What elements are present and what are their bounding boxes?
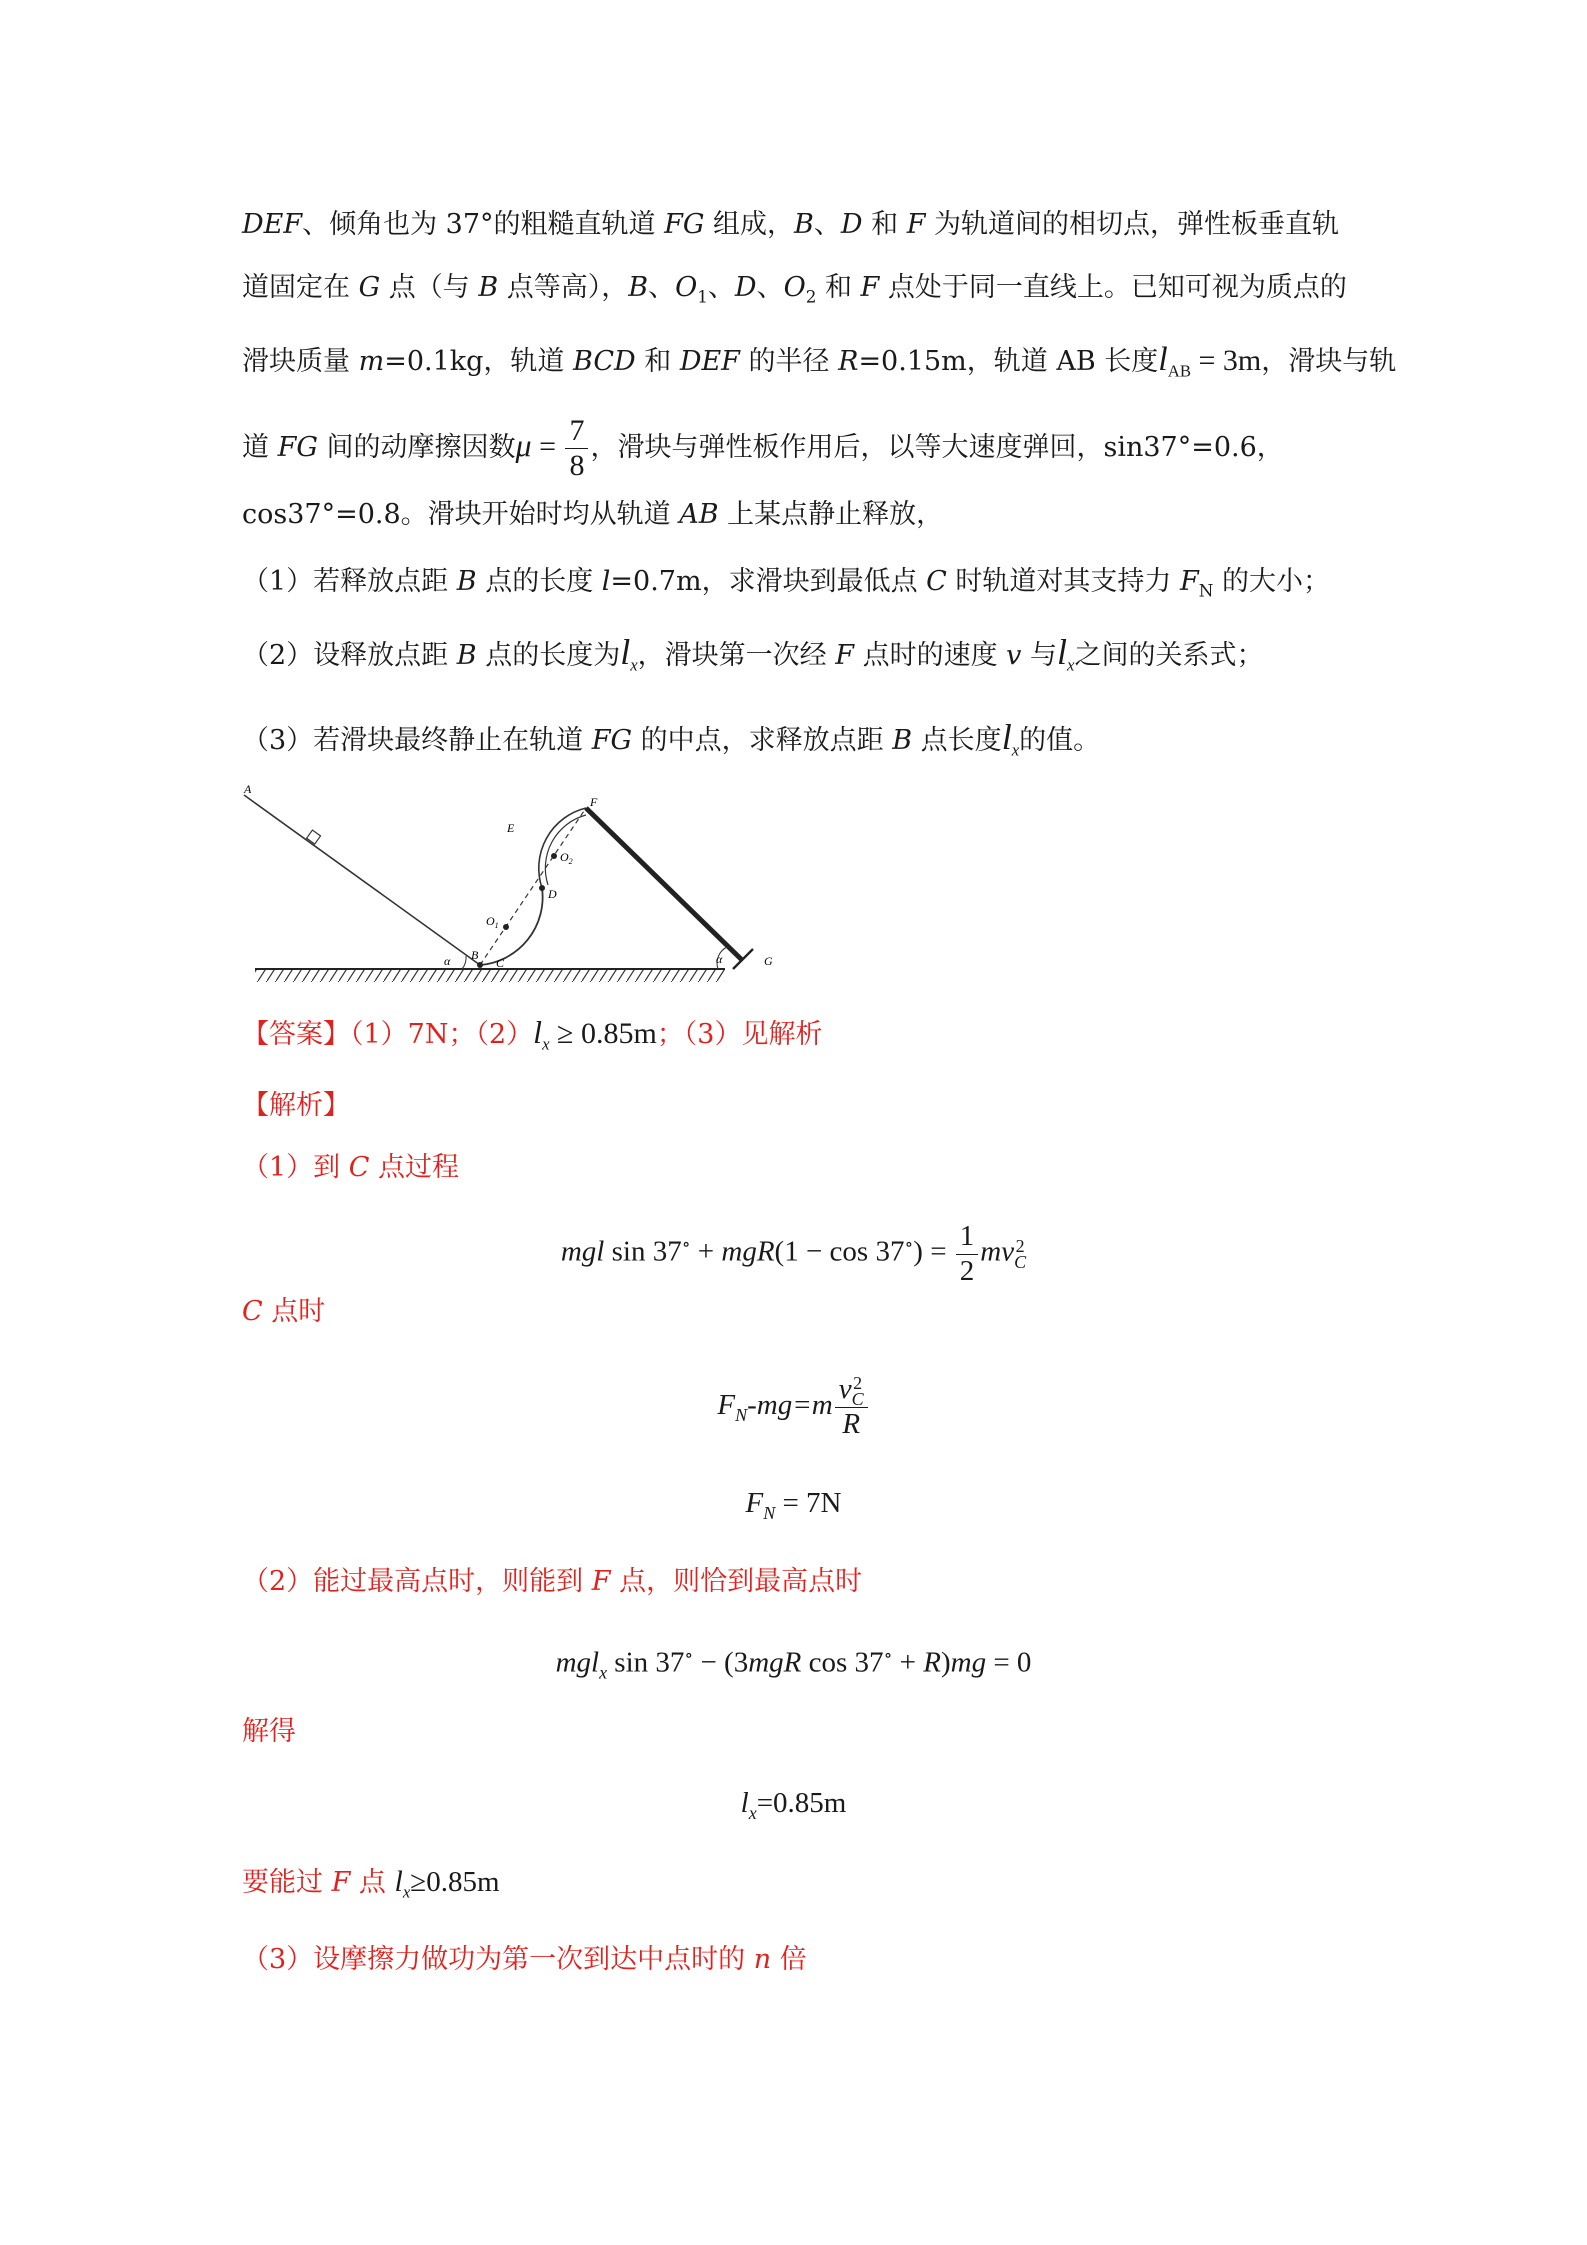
track-fg: [586, 808, 742, 960]
equation-4: [0, 1630, 1587, 1683]
text: F: [717, 1389, 736, 1421]
text: mv: [980, 1235, 1015, 1268]
text: = 3m: [1191, 344, 1262, 377]
text: 的值。: [1019, 725, 1101, 756]
text: 和: [862, 209, 907, 240]
incline-ab: [244, 795, 480, 965]
text: DEF: [242, 209, 303, 240]
text: ；（3）见解析: [656, 1019, 823, 1050]
text: （1）到: [242, 1152, 349, 1183]
text: mg: [950, 1646, 987, 1679]
text: F: [745, 1487, 764, 1519]
text: R: [838, 346, 859, 377]
fraction-half: [956, 1220, 979, 1288]
text: R: [923, 1646, 941, 1679]
text: ，滑块与轨: [1261, 346, 1397, 377]
answer-line: [242, 1012, 823, 1064]
text: x: [599, 1662, 608, 1683]
text: ): [940, 1646, 951, 1679]
text: x: [1011, 740, 1020, 760]
question-3: [242, 717, 1100, 770]
text: F: [906, 209, 926, 240]
analysis-step-2: [242, 1562, 862, 1602]
text: C: [242, 1296, 263, 1327]
text: x: [402, 1882, 411, 1902]
text: 2: [853, 1373, 863, 1394]
text: AB: [679, 499, 719, 530]
text: 点时的速度: [853, 640, 1007, 671]
text: 点长度: [912, 725, 1002, 756]
text: 滑块质量: [242, 346, 359, 377]
equation-1: [0, 1204, 1587, 1287]
label-o1: [486, 914, 499, 930]
text: AB: [1167, 361, 1191, 381]
label-alpha-b: α: [444, 954, 451, 968]
text: 、倾角也为 37°的粗糙直轨道: [302, 209, 665, 240]
point-o1-dot: [503, 924, 509, 930]
text: F: [331, 1867, 351, 1898]
label-o1-sub: 1: [494, 921, 499, 930]
ground-hatch: [255, 970, 725, 982]
text: 点时: [262, 1296, 326, 1327]
text: 8: [569, 449, 585, 482]
text: 点的长度: [476, 566, 602, 597]
text: +: [892, 1646, 924, 1679]
text: =0.7m，求滑块到最低点: [610, 566, 927, 597]
label-d: D: [548, 887, 557, 901]
text: v: [838, 1372, 852, 1405]
label-o2-sub: 2: [568, 857, 573, 866]
text: mgl: [555, 1646, 600, 1679]
text: 与: [1021, 640, 1058, 671]
text: 7: [565, 414, 588, 450]
text: ∘: [904, 1234, 914, 1254]
text: x: [542, 1034, 550, 1054]
label-b: B: [471, 948, 479, 962]
text: x: [1067, 655, 1075, 675]
script-stack: [1014, 1235, 1027, 1272]
text: l: [1001, 717, 1012, 757]
text: m: [358, 346, 385, 377]
text: = 0: [986, 1646, 1032, 1679]
text: B: [456, 566, 477, 597]
text: l: [620, 632, 631, 672]
text: C: [348, 1152, 370, 1183]
analysis-step-3: [242, 1940, 807, 1980]
text: 点: [350, 1867, 395, 1898]
analysis-solve: 解得: [242, 1716, 296, 1747]
analysis-condition: [242, 1862, 500, 1912]
text: ，滑块与弹性板作用后，以等大速度弹回，sin37°=0.6，: [590, 432, 1284, 463]
text: μ: [515, 427, 532, 463]
equation-2: [0, 1360, 1587, 1450]
text: l: [740, 1787, 749, 1819]
text: 、: [756, 272, 784, 303]
text: 、: [648, 272, 676, 303]
text: （2）能过最高点时，则能到: [242, 1566, 592, 1597]
text: 点的长度为: [476, 640, 621, 671]
text: =: [531, 430, 564, 463]
text: N: [763, 1502, 776, 1523]
track-diagram: [240, 785, 800, 995]
text: 、: [813, 209, 841, 240]
text: 点（与: [380, 272, 479, 303]
text: O: [783, 272, 806, 303]
text: =0.15m，轨道 AB 长度: [858, 346, 1159, 377]
text: 点过程: [369, 1152, 460, 1183]
text: ∘: [684, 1645, 694, 1665]
text: =0.85m: [756, 1787, 847, 1819]
text: （3）设摩擦力做功为第一次到达中点时的: [242, 1944, 754, 1975]
text: 和: [816, 272, 861, 303]
text: x: [630, 655, 638, 675]
text: R: [842, 1408, 861, 1441]
text: B: [794, 209, 814, 240]
text: F: [860, 272, 880, 303]
text: ≥ 0.85m: [549, 1017, 657, 1050]
text: （1）若释放点距: [242, 566, 457, 597]
text: ，滑块第一次经: [637, 640, 836, 671]
text: 组成，: [704, 209, 795, 240]
label-alpha-g: α: [716, 952, 723, 966]
text: l: [1158, 341, 1168, 378]
script-stack: [851, 1373, 864, 1410]
text: 的半径: [739, 346, 839, 377]
text: 1: [697, 286, 708, 307]
text: v: [1006, 640, 1022, 671]
label-o1-main: O: [486, 914, 495, 928]
tangent-line: [480, 808, 586, 965]
text: l: [601, 566, 611, 597]
text: +: [690, 1235, 722, 1268]
text: 倍: [771, 1944, 807, 1975]
text: O: [675, 272, 698, 303]
point-d-dot: [539, 885, 545, 891]
text: l: [394, 1865, 403, 1898]
text: cos37°=0.8。滑块开始时均从轨道: [242, 499, 680, 530]
text: C: [1014, 1252, 1027, 1272]
text: x: [748, 1802, 757, 1823]
fraction-7-8: [565, 414, 588, 484]
text: 的中点，求释放点距: [632, 725, 893, 756]
label-a: A: [244, 785, 252, 796]
fraction-numerator: [835, 1373, 868, 1409]
equation-3: [0, 1478, 1587, 1528]
text: (1 − cos 37: [774, 1235, 905, 1268]
text: 之间的关系式；: [1074, 640, 1264, 671]
text: -mg=m: [747, 1389, 833, 1421]
text: G: [358, 272, 381, 303]
text: ≥0.85m: [410, 1866, 500, 1898]
text: D: [840, 209, 863, 240]
text: N: [735, 1404, 748, 1425]
analysis-step-1: [242, 1148, 459, 1188]
text: F: [591, 1566, 611, 1597]
label-g: G: [764, 954, 773, 968]
text: sin 37: [604, 1235, 682, 1268]
text: 道: [242, 432, 278, 463]
label-f: F: [590, 795, 598, 809]
label-c: C: [496, 956, 505, 970]
label-o2-main: O: [560, 850, 569, 864]
text: cos 37: [801, 1646, 884, 1679]
text: FG: [591, 725, 633, 756]
text: （2）设释放点距: [242, 640, 457, 671]
text: 间的动摩擦因数: [317, 432, 516, 463]
text: 点等高），: [498, 272, 629, 303]
answer-tag: 【答案】: [242, 1019, 350, 1050]
text: 为轨道间的相切点，弹性板垂直轨: [925, 209, 1340, 240]
problem-line-5: [242, 495, 943, 535]
text: 点，则恰到最高点时: [610, 1566, 863, 1597]
text: FG: [277, 432, 318, 463]
text: B: [892, 725, 913, 756]
question-2: [242, 632, 1263, 685]
problem-line-4: [242, 410, 1284, 484]
problem-line-3: [242, 340, 1396, 391]
text: 道固定在: [242, 272, 359, 303]
text: F: [1180, 566, 1199, 597]
text: DEF: [679, 346, 740, 377]
analysis-tag: 【解析】: [242, 1090, 350, 1121]
text: 时轨道对其支持力: [946, 566, 1181, 597]
text: D: [734, 272, 757, 303]
text: 2: [1015, 1235, 1025, 1256]
text: ∘: [883, 1645, 893, 1665]
text: n: [753, 1944, 772, 1975]
label-e: E: [507, 821, 515, 835]
text: B: [456, 640, 477, 671]
text: （3）若滑块最终静止在轨道: [242, 725, 592, 756]
text: C: [926, 566, 947, 597]
equation-5: [0, 1778, 1587, 1828]
problem-line-2: [242, 268, 1347, 316]
text: B: [478, 272, 499, 303]
problem-line-1: [242, 205, 1339, 245]
text: 上某点静止释放，: [718, 499, 944, 530]
text: l: [533, 1014, 543, 1050]
text: N: [1198, 580, 1214, 601]
text: 的大小；: [1213, 566, 1330, 597]
text: ∘: [681, 1234, 691, 1254]
text: =0.1kg，轨道: [384, 346, 573, 377]
text: 要能过: [242, 1867, 332, 1898]
text: FG: [664, 209, 705, 240]
analysis-step-c: [242, 1292, 325, 1332]
text: 、: [707, 272, 735, 303]
text: mgR: [721, 1235, 775, 1268]
text: BCD: [573, 346, 636, 377]
text: mgl: [560, 1235, 605, 1268]
text: mgR: [748, 1646, 802, 1679]
angle-arc-b: [462, 956, 466, 969]
text: − (3: [693, 1646, 749, 1679]
text: sin 37: [607, 1646, 685, 1679]
text: 2: [959, 1254, 975, 1287]
point-o2-dot: [551, 853, 557, 859]
point-b-dot: [477, 962, 483, 968]
text: = 7N: [775, 1487, 842, 1519]
text: ) =: [913, 1235, 954, 1268]
text: （1）7N；（2）: [350, 1019, 534, 1050]
text: 点处于同一直线上。已知可视为质点的: [879, 272, 1347, 303]
label-o2: [560, 850, 573, 866]
text: 和: [635, 346, 680, 377]
text: F: [835, 640, 854, 671]
text: 1: [956, 1220, 979, 1254]
question-1: [242, 562, 1330, 610]
fraction-v2-r: [835, 1373, 868, 1442]
text: l: [1057, 632, 1068, 672]
text: 2: [805, 286, 817, 307]
text: B: [628, 272, 649, 303]
text: C: [851, 1389, 864, 1410]
